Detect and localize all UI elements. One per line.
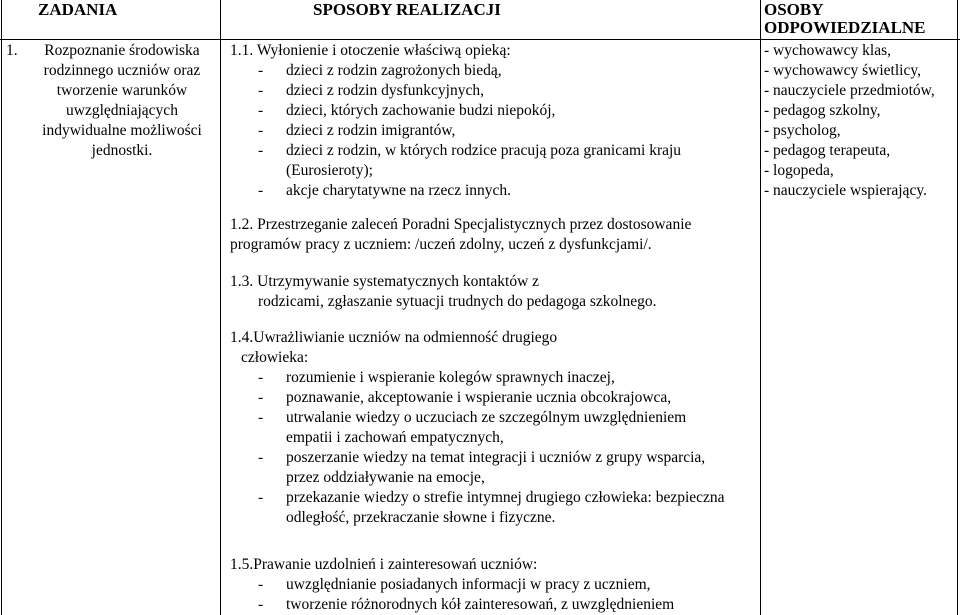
section-1-4-title: 1.4.Uwrażliwianie uczniów na odmienność drugiego: [230, 329, 558, 346]
person-item: - nauczyciele wspierający.: [764, 182, 927, 199]
person-item: - pedagog szkolny,: [764, 102, 881, 119]
list-item: - rozumienie i wspieranie kolegów sprawnych inaczej,: [258, 369, 615, 386]
table-divider-col1: [220, 0, 221, 615]
task-text: [34, 41, 210, 161]
list-item: - poznawanie, akceptowanie i wspieranie ucznia obcokrajowca,: [258, 389, 672, 406]
header-zadania: ZADANIA: [38, 0, 118, 19]
dash: -: [258, 62, 264, 79]
header-sposoby-realizacji: SPOSOBY REALIZACJI: [313, 0, 501, 19]
section-1-1: [230, 41, 682, 201]
list-item: - utrwalanie wiedzy o uczuciach ze szczególnym uwzględnieniem: [258, 409, 687, 426]
list-item: - tworzenie różnorodnych kół zainteresowań, z uwzględnieniem: [258, 596, 675, 613]
table-border-left: [1, 0, 2, 615]
dash: -: [258, 409, 264, 426]
dash: -: [258, 576, 264, 593]
person-item: - wychowawcy klas,: [764, 42, 891, 59]
list-item: - przekazanie wiedzy o strefie intymnej drugiego człowieka: bezpieczna: [258, 489, 725, 506]
dash: -: [258, 596, 264, 613]
person-item: - pedagog terapeuta,: [764, 142, 891, 159]
dash: -: [258, 102, 264, 119]
header-bottom-border: [0, 39, 960, 40]
table-border-right: [957, 0, 958, 615]
task-number: 1.: [6, 42, 18, 59]
person-item: - logopeda,: [764, 162, 834, 179]
dash: -: [258, 389, 264, 406]
list-item: - dzieci z rodzin dysfunkcyjnych,: [258, 82, 484, 99]
task-line: Rozpoznanie środowiska: [44, 42, 200, 59]
header-osoby-line2: ODPOWIEDZIALNE: [764, 18, 926, 37]
section-1-2-line: 1.2. Przestrzeganie zaleceń Poradni Specjalistycznych przez dostosowanie: [230, 216, 692, 233]
dash: -: [258, 82, 264, 99]
dash: -: [258, 369, 264, 386]
list-item-continuation: empatii i zachowań empatycznych,: [286, 429, 504, 446]
section-1-2-line: programów pracy z uczniem: /uczeń zdolny, uczeń z dysfunkcjami/.: [230, 236, 652, 253]
list-item: - dzieci, których zachowanie budzi niepokój,: [258, 102, 556, 119]
dash: -: [258, 489, 264, 506]
section-1-5: [230, 555, 675, 615]
section-1-1-title: 1.1. Wyłonienie i otoczenie właściwą opieką:: [230, 42, 511, 59]
list-item-continuation: (Eurosieroty);: [286, 162, 373, 179]
header-osoby-odpowiedzialne: [764, 1, 926, 37]
section-1-4-title: człowieka:: [241, 349, 309, 366]
dash: -: [258, 449, 264, 466]
list-item-continuation: przez oddziaływanie na emocje,: [286, 469, 485, 486]
person-item: - nauczyciele przedmiotów,: [764, 82, 935, 99]
task-line: indywidualne możliwości: [42, 122, 202, 139]
responsible-persons: [764, 41, 935, 201]
list-item: - dzieci z rodzin zagrożonych biedą,: [258, 62, 502, 79]
task-line: rodzinnego uczniów oraz: [43, 62, 201, 79]
list-item: - uwzględnianie posiadanych informacji w pracy z uczniem,: [258, 576, 651, 593]
section-1-3-line: 1.3. Utrzymywanie systematycznych kontaktów z: [230, 273, 540, 290]
person-item: - psycholog,: [764, 122, 841, 139]
section-1-2: [230, 215, 691, 255]
section-1-5-title: 1.5.Prawanie uzdolnień i zainteresowań uczniów:: [230, 556, 538, 573]
dash: -: [258, 142, 264, 159]
dash: -: [258, 182, 264, 199]
header-osoby-line1: OSOBY: [764, 0, 824, 19]
section-1-3: [230, 272, 657, 312]
task-line: jednostki.: [91, 142, 153, 159]
section-1-3-line: rodzicami, zgłaszanie sytuacji trudnych do pedagoga szkolnego.: [258, 293, 657, 310]
list-item: - dzieci z rodzin imigrantów,: [258, 122, 456, 139]
table-divider-col2: [760, 0, 761, 615]
list-item: - poszerzanie wiedzy na temat integracji i uczniów z grupy wsparcia,: [258, 449, 706, 466]
list-item: - dzieci z rodzin, w których rodzice pracują poza granicami kraju: [258, 142, 682, 159]
dash: -: [258, 122, 264, 139]
list-item: - akcje charytatywne na rzecz innych.: [258, 182, 512, 199]
person-item: - wychowawcy świetlicy,: [764, 62, 921, 79]
section-1-4: [230, 328, 725, 528]
list-item-continuation: odległość, przekraczanie słowne i fizyczne.: [286, 509, 556, 526]
task-line: tworzenie warunków: [56, 82, 188, 99]
task-line: uwzględniających: [66, 102, 178, 119]
